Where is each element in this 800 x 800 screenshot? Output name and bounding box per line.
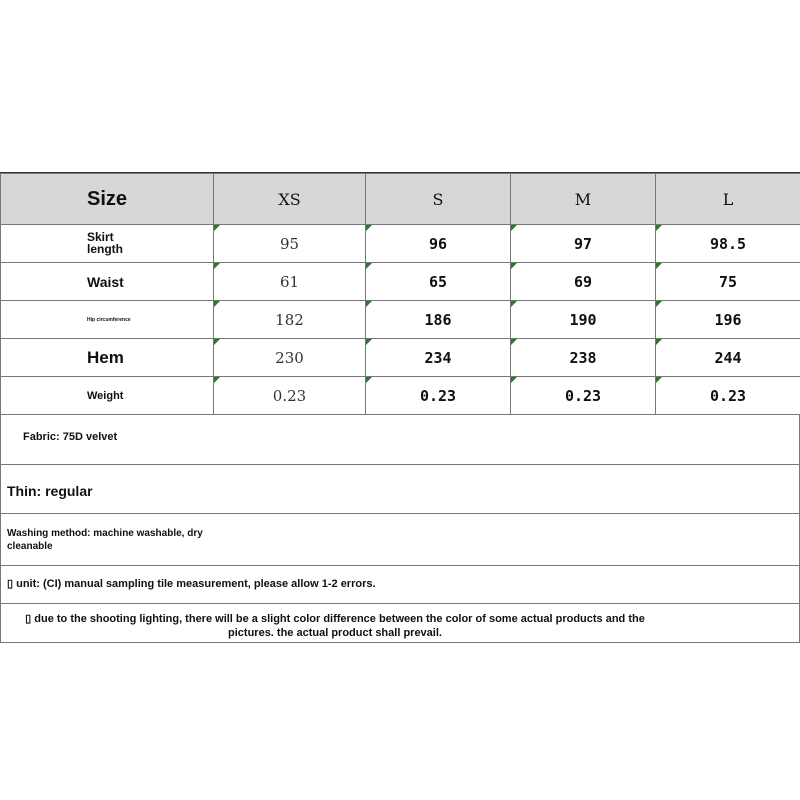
- size-header-l: L: [656, 174, 800, 225]
- note-thin-text: Thin: regular: [7, 483, 93, 499]
- note-thin: [0, 465, 800, 514]
- table-cell: 65: [366, 263, 511, 301]
- note-fabric: [0, 415, 800, 465]
- row-label-skirt-length: Skirt length: [1, 225, 214, 263]
- row-label-hem: Hem: [1, 339, 214, 377]
- table-row: [1, 377, 800, 415]
- row-label-hip-circumference: Hip circumference: [1, 301, 214, 339]
- table-cell: 61: [214, 263, 366, 301]
- table-cell: 75: [656, 263, 800, 301]
- note-fabric-text: Fabric: 75D velvet: [23, 431, 118, 443]
- table-cell: 234: [366, 339, 511, 377]
- table-cell: 0.23: [511, 377, 656, 415]
- table-cell: 0.23: [214, 377, 366, 415]
- size-header-xs: XS: [214, 174, 366, 225]
- table-cell: 196: [656, 301, 800, 339]
- table-cell: 95: [214, 225, 366, 263]
- table-cell: 244: [656, 339, 800, 377]
- table-cell: 98.5: [656, 225, 800, 263]
- note-washing: [0, 514, 800, 566]
- note-washing-text: Washing method: machine washable, dry cleanable: [7, 528, 203, 552]
- table-cell: 190: [511, 301, 656, 339]
- size-table: [0, 173, 800, 415]
- note-color-text: ▯ due to the shooting lighting, there will be a slight color difference between the color of some actual products and the pictures. the actual product shall prevail.: [25, 613, 645, 639]
- table-cell: 0.23: [656, 377, 800, 415]
- size-header-s: S: [366, 174, 511, 225]
- table-header-row: [1, 174, 800, 225]
- size-header-label: Size: [1, 174, 214, 225]
- table-cell: 186: [366, 301, 511, 339]
- size-header-m: M: [511, 174, 656, 225]
- note-unit: [0, 566, 800, 604]
- table-row: [1, 339, 800, 377]
- note-color-difference: [0, 604, 800, 643]
- table-row: [1, 225, 800, 263]
- table-cell: 0.23: [366, 377, 511, 415]
- table-cell: 230: [214, 339, 366, 377]
- note-unit-text: ▯ unit: (CI) manual sampling tile measurement, please allow 1-2 errors.: [7, 578, 376, 590]
- row-label-weight: Weight: [1, 377, 214, 415]
- table-cell: 238: [511, 339, 656, 377]
- table-row: [1, 263, 800, 301]
- table-cell: 97: [511, 225, 656, 263]
- table-cell: 182: [214, 301, 366, 339]
- table-cell: 69: [511, 263, 656, 301]
- table-cell: 96: [366, 225, 511, 263]
- table-row: [1, 301, 800, 339]
- size-chart-sheet: [0, 172, 800, 643]
- row-label-waist: Waist: [1, 263, 214, 301]
